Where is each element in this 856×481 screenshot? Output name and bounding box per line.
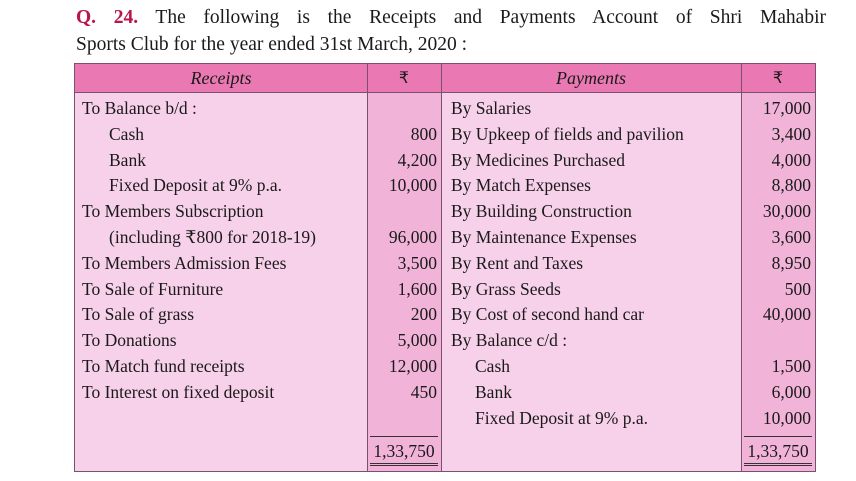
- receipts-item-amount: 10,000: [388, 175, 437, 196]
- receipts-item-amount: 12,000: [388, 356, 437, 376]
- receipts-item-label: To Interest on fixed deposit: [82, 381, 275, 402]
- receipts-item-amount: 4,200: [397, 149, 437, 170]
- column-divider: [367, 64, 368, 471]
- payments-item-amount: 8,800: [771, 175, 811, 196]
- payments-item-label: By Rent and Taxes: [451, 252, 584, 273]
- payments-item-label: By Balance c/d :: [451, 330, 568, 351]
- receipts-item-label: To Sale of Furniture: [82, 278, 224, 299]
- question-number: Q. 24.: [76, 7, 139, 28]
- payments-item-label: By Building Construction: [451, 201, 632, 222]
- payments-item-label: By Grass Seeds: [451, 278, 561, 299]
- payments-item-amount: 3,400: [771, 123, 811, 144]
- payments-item-label: By Salaries: [451, 98, 532, 118]
- header-receipts-amount: ₹: [398, 68, 410, 87]
- receipts-item-amount: 200: [410, 304, 437, 325]
- payments-item-label: By Match Expenses: [451, 175, 591, 196]
- receipts-item-label: To Sale of grass: [82, 304, 195, 325]
- payments-item-amount: 3,600: [771, 227, 811, 247]
- payments-item-amount: 8,950: [771, 252, 811, 273]
- receipts-item-label: Fixed Deposit at 9% p.a.: [109, 175, 283, 196]
- receipts-total: 1,33,750: [370, 436, 438, 466]
- payments-item-label: By Upkeep of fields and pavilion: [451, 123, 684, 144]
- payments-item-label: Bank: [475, 381, 512, 402]
- header-payments-amount: ₹: [772, 68, 784, 87]
- receipts-item-amount: 96,000: [388, 227, 437, 247]
- payments-item-label: Fixed Deposit at 9% p.a.: [475, 407, 649, 428]
- receipts-item-label: To Members Subscription: [82, 201, 264, 222]
- receipts-item-amount: 450: [410, 381, 437, 402]
- question-line-2: Sports Club for the year ended 31st March, 2020 :: [76, 34, 468, 55]
- payments-item-label: Cash: [475, 356, 510, 376]
- receipts-item-label: To Match fund receipts: [82, 356, 245, 376]
- column-divider: [741, 64, 742, 471]
- header-receipts: Receipts: [190, 68, 252, 88]
- receipts-item-label: Bank: [109, 149, 146, 170]
- receipts-item-label: To Donations: [82, 330, 177, 351]
- receipts-item-amount: 3,500: [397, 252, 437, 273]
- payments-total: 1,33,750: [744, 436, 812, 466]
- column-divider: [441, 64, 442, 471]
- receipts-item-amount: 800: [410, 123, 437, 144]
- payments-item-amount: 40,000: [762, 304, 811, 325]
- payments-item-amount: 30,000: [762, 201, 811, 222]
- payments-item-label: By Cost of second hand car: [451, 304, 644, 325]
- payments-item-amount: 17,000: [762, 98, 811, 118]
- payments-item-amount: 500: [784, 278, 811, 299]
- payments-item-amount: 10,000: [762, 407, 811, 428]
- payments-item-label: By Maintenance Expenses: [451, 227, 637, 247]
- question-line-1-text: The following is the Receipts and Payments Account of Shri Mahabir: [155, 7, 826, 28]
- receipts-item-label: Cash: [109, 123, 144, 144]
- receipts-item-amount: 5,000: [397, 330, 437, 351]
- payments-item-amount: 1,500: [771, 356, 811, 376]
- receipts-item-label: To Balance b/d :: [82, 98, 197, 118]
- question-text: [76, 4, 826, 58]
- receipts-payments-account-table: [74, 63, 816, 472]
- receipts-item-label: To Members Admission Fees: [82, 252, 287, 273]
- question-line-1: [76, 4, 826, 31]
- payments-item-amount: 4,000: [771, 149, 811, 170]
- receipts-item-label: (including ₹800 for 2018-19): [109, 227, 317, 247]
- header-payments: Payments: [556, 68, 626, 88]
- payments-item-label: By Medicines Purchased: [451, 149, 625, 170]
- payments-item-amount: 6,000: [771, 381, 811, 402]
- receipts-item-amount: 1,600: [397, 278, 437, 299]
